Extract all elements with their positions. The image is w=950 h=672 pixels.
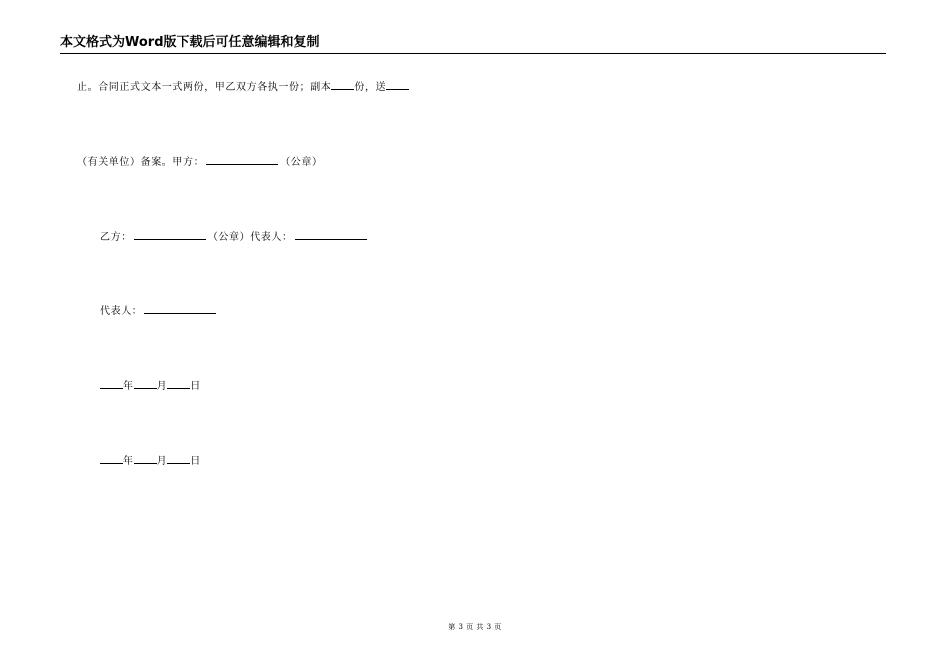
month-blank: [134, 453, 157, 464]
party-b-blank: [134, 229, 206, 240]
party-a-line: [77, 154, 323, 170]
party-a-label: （有关单位）备案。甲方：: [77, 157, 205, 168]
date-line-party-b: [100, 453, 201, 469]
party-a-blank: [206, 154, 278, 165]
year-label: 年: [123, 456, 134, 467]
month-label: 月: [156, 381, 168, 392]
year-blank: [100, 378, 123, 389]
day-label: 日: [190, 456, 201, 467]
day-label: 日: [190, 381, 201, 392]
day-blank: [167, 378, 190, 389]
page-header: [60, 35, 886, 54]
header-title: 本文格式为Word版下载后可任意编辑和复制: [60, 35, 320, 50]
clause-text: 止。合同正式文本一式两份，甲乙双方各执一份；副本: [77, 82, 332, 93]
year-label: 年: [123, 381, 134, 392]
party-a-representative-line: [100, 303, 218, 319]
year-blank: [100, 453, 123, 464]
party-b-line: [100, 229, 369, 245]
party-b-label: 乙方：: [100, 232, 132, 243]
party-a-representative-blank: [144, 303, 216, 314]
party-b-seal-representative-label: （公章）代表人：: [207, 232, 293, 243]
date-line-party-a: [100, 378, 201, 394]
party-b-representative-blank: [295, 229, 367, 240]
page-footer: [0, 622, 950, 632]
page-number: 第 3 页 共 3 页: [448, 623, 502, 631]
month-label: 月: [156, 456, 168, 467]
day-blank: [167, 453, 190, 464]
clause-text-mid: 份，送: [354, 82, 387, 93]
month-blank: [134, 378, 157, 389]
contract-clause-line: [77, 79, 409, 95]
party-a-seal-label: （公章）: [280, 157, 323, 168]
send-to-blank: [386, 79, 409, 90]
party-a-representative-label: 代表人：: [100, 306, 143, 317]
copies-blank: [331, 79, 354, 90]
